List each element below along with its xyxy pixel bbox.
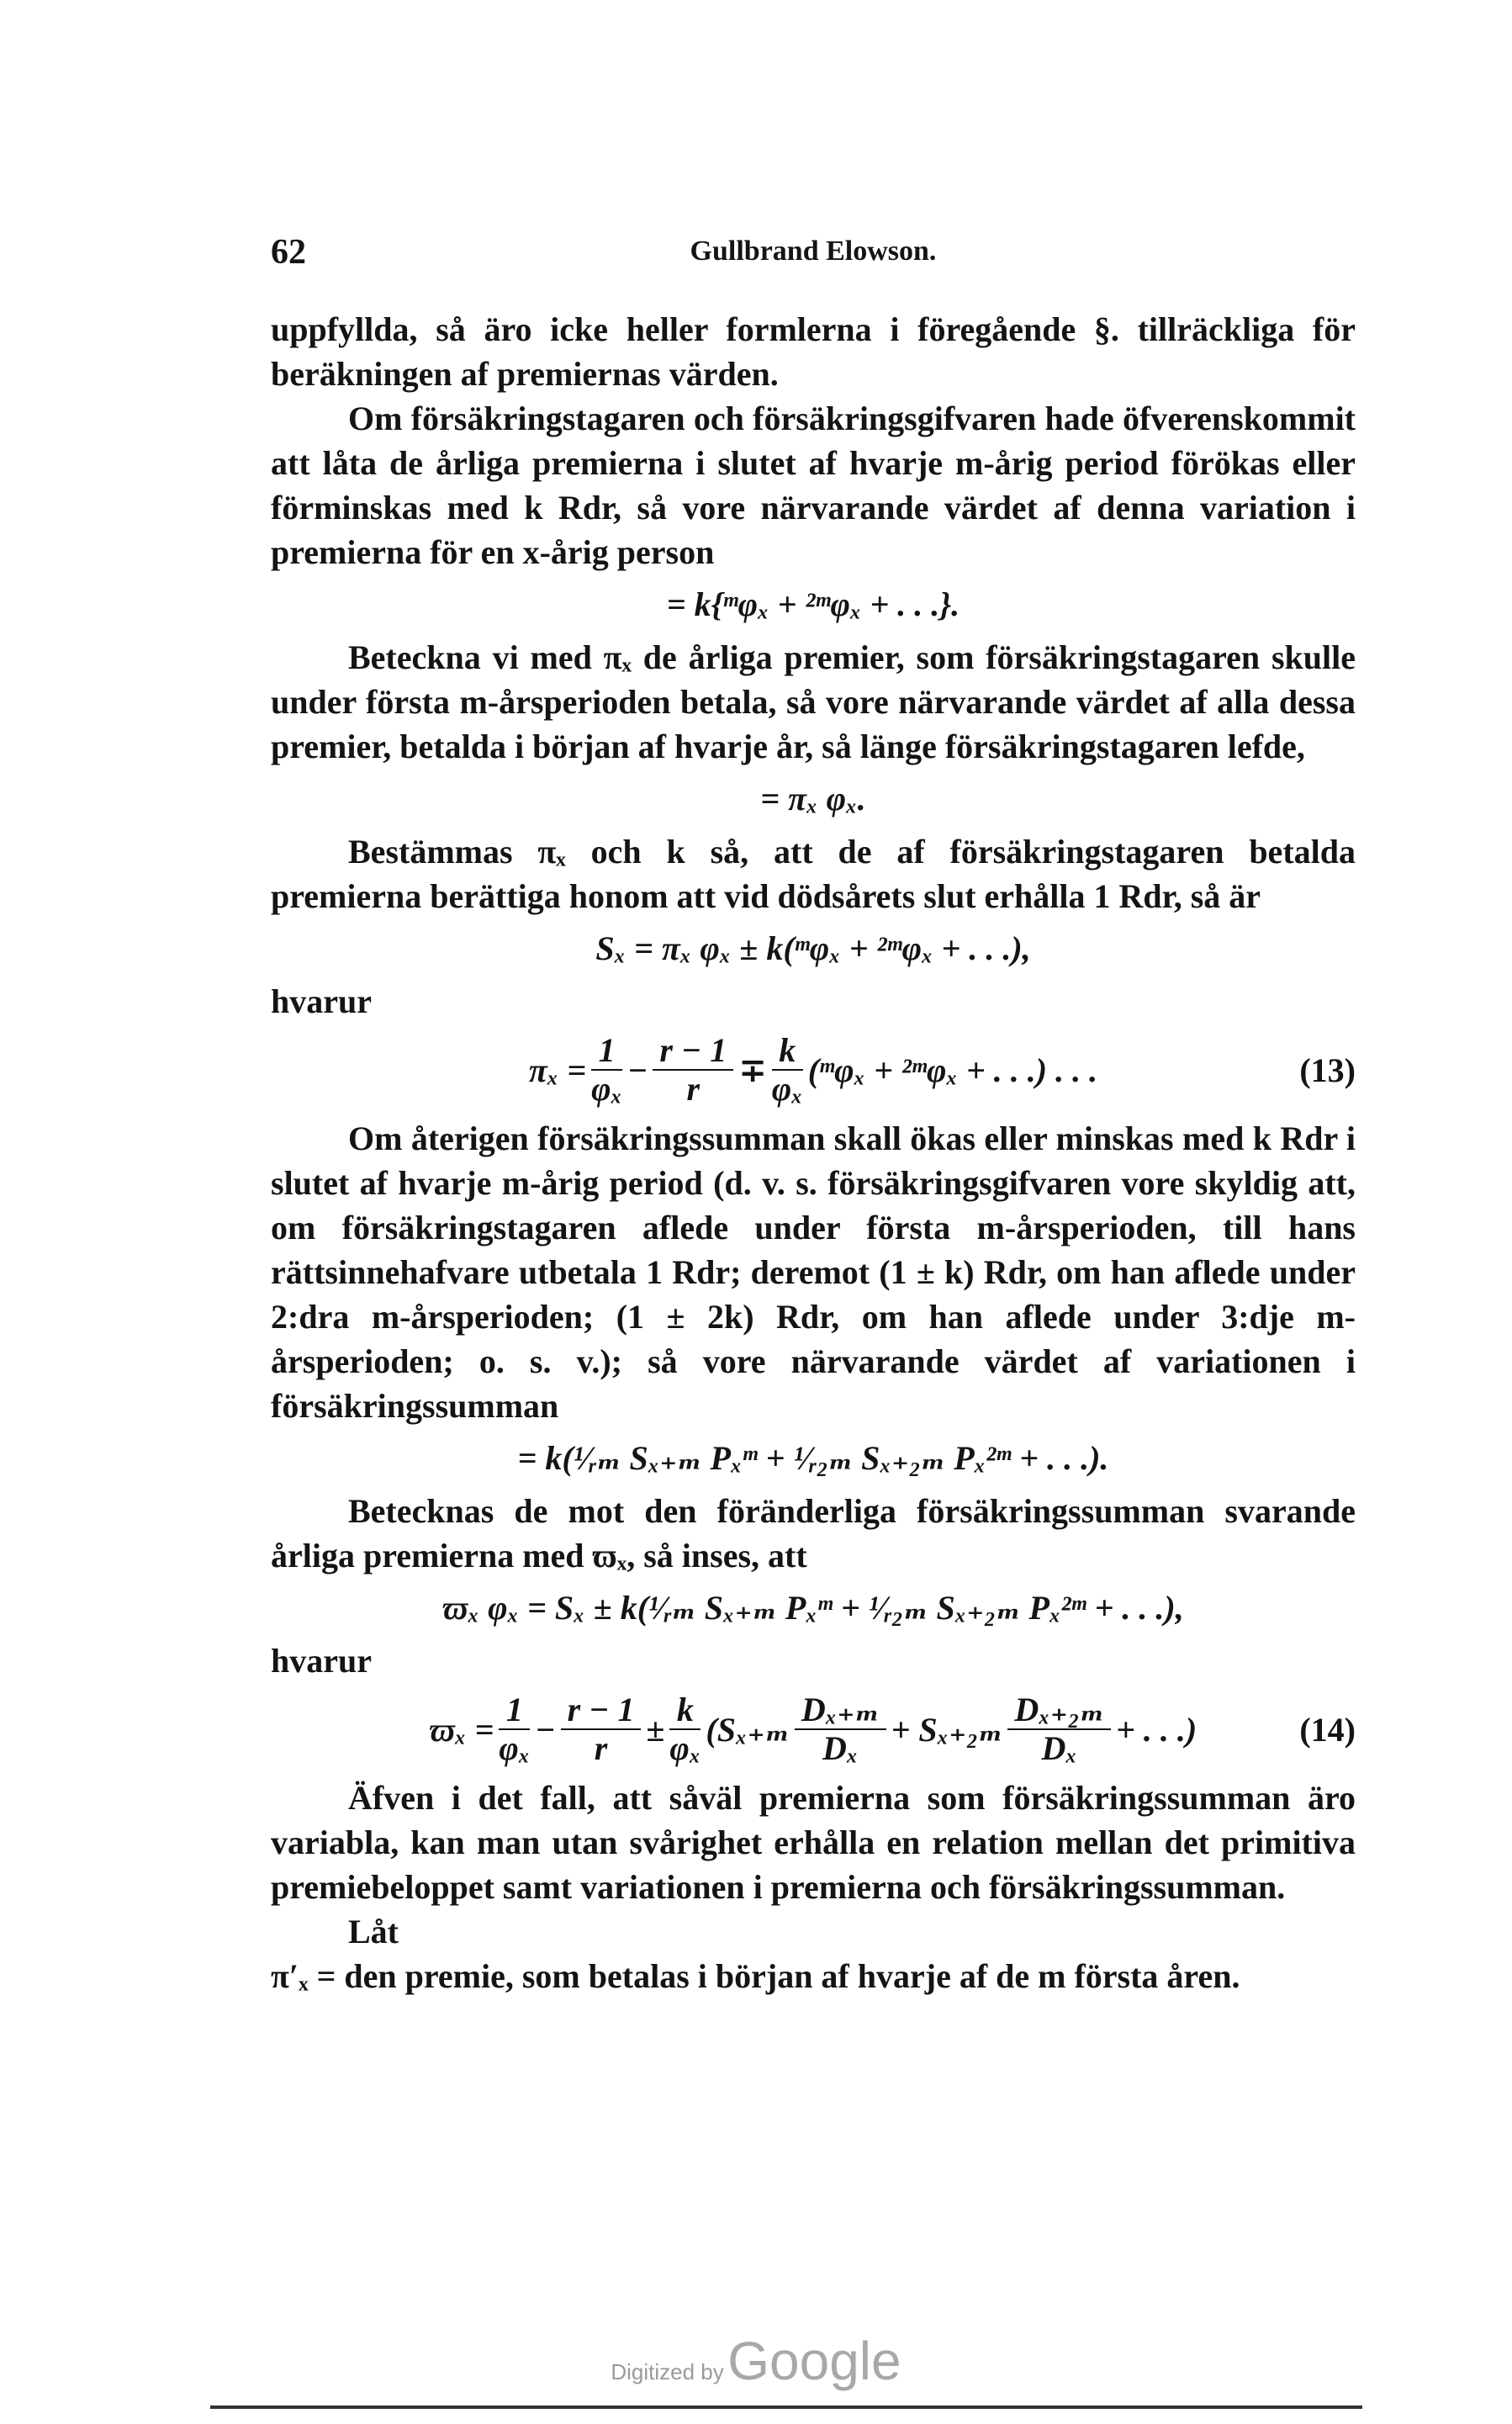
eq14-fraction-5 <box>1007 1691 1111 1767</box>
equation-2: = πₓ φₓ. <box>760 780 866 818</box>
eq14-minus: − <box>535 1710 556 1749</box>
watermark-prefix: Digitized by <box>611 2359 724 2384</box>
paragraph-8: Låt <box>348 1913 399 1950</box>
equation-14 <box>271 1691 1356 1767</box>
eq14-f2-den: r <box>594 1729 608 1767</box>
eq14-f3-den: φₓ <box>669 1729 701 1767</box>
eq14-pm: ± <box>646 1710 665 1749</box>
equation-1: = k{ᵐφₓ + ²ᵐφₓ + . . .}. <box>666 585 960 623</box>
hvarur-label-1: hvarur <box>271 982 372 1020</box>
paragraph-3: Beteckna vi med πₓ de årliga premier, som försäkringstagaren skulle under första m-årsperioden betala, så vore närvarande värdet af alla dessa premier, betalda i början af hvarje år, så länge försäkringstagaren lefde, <box>271 638 1356 765</box>
running-head: Gullbrand Elowson. <box>690 236 937 267</box>
eq14-f5-num: Dₓ₊₂ₘ <box>1007 1691 1111 1730</box>
eq13-f1-den: φₓ <box>591 1070 623 1108</box>
eq14-f3-num: k <box>669 1691 700 1730</box>
eq14-f1-num: 1 <box>499 1691 530 1730</box>
eq13-fraction-2 <box>653 1032 733 1108</box>
equation-number-13: (13) <box>1299 1051 1356 1089</box>
eq14-lhs: ϖₓ = <box>429 1710 494 1749</box>
equation-13 <box>271 1032 1356 1108</box>
paragraph-4: Bestämmas πₓ och k så, att de af försäkringstagaren betalda premierna berättiga honom att vid dödsårets slut erhålla 1 Rdr, så är <box>271 833 1356 915</box>
page-header <box>271 232 1356 274</box>
eq13-f3-den: φₓ <box>771 1070 803 1108</box>
eq14-f4-num: Dₓ₊ₘ <box>795 1691 886 1730</box>
eq14-fraction-3 <box>669 1691 700 1767</box>
paragraph-7: Äfven i det fall, att såväl premierna som försäkringssumman äro variabla, kan man utan svårighet erhålla en relation mellan det primitiva premiebeloppet samt variationen i premierna och försäkringssumman. <box>271 1779 1356 1906</box>
equation-4: = k(¹⁄ᵣₘ Sₓ₊ₘ Pₓᵐ + ¹⁄ᵣ₂ₘ Sₓ₊₂ₘ Pₓ²ᵐ + . . .). <box>517 1439 1109 1477</box>
equation-5: ϖₓ φₓ = Sₓ ± k(¹⁄ᵣₘ Sₓ₊ₘ Pₓᵐ + ¹⁄ᵣ₂ₘ Sₓ₊₂ₘ Pₓ²ᵐ + . . .), <box>442 1589 1184 1627</box>
paragraph-5: Om återigen försäkringssumman skall ökas eller minskas med k Rdr i slutet af hvarje m-årig period (d. v. s. försäkringsgifvaren vore skyldig att, om försäkringstagaren aflede under första m-årsperioden, till hans rättsinnehafvare utbetala 1 Rdr; deremot (1 ± k) Rdr, om han aflede under 2:dra m-årsperioden; (1 ± 2k) Rdr, om han aflede under 3:dje m-årsperioden; o. s. v.); så vore närvarande värdet af variationen i försäkringssumman <box>271 1119 1356 1425</box>
google-logo: Google <box>727 2331 901 2391</box>
paragraph-2: Om försäkringstagaren och försäkringsgifvaren hade öfverenskommit att låta de årliga premierna i slutet af hvarje m-årig period förökas eller förminskas med k Rdr, så vore närvarande värdet af denna variation i premierna för en x-årig person <box>271 400 1356 571</box>
bottom-rule <box>210 2405 1362 2409</box>
paragraph-9: π′ₓ = den premie, som betalas i början af hvarje af de m första åren. <box>271 1957 1240 1995</box>
eq13-tail: (ᵐφₓ + ²ᵐφₓ + . . .) . . . <box>807 1051 1098 1089</box>
hvarur-label-2: hvarur <box>271 1642 372 1680</box>
eq14-f5-den: Dₓ <box>1041 1729 1077 1767</box>
eq14-f4-den: Dₓ <box>822 1729 859 1767</box>
eq14-fraction-2 <box>561 1691 642 1767</box>
eq14-f2-num: r − 1 <box>561 1691 642 1730</box>
eq14-fraction-4 <box>795 1691 886 1767</box>
page-number: 62 <box>271 233 306 272</box>
eq13-f3-num: k <box>772 1032 803 1071</box>
eq14-mid: + Sₓ₊₂ₘ <box>891 1710 1003 1749</box>
eq14-fraction-1 <box>499 1691 530 1767</box>
body-text <box>271 307 1356 1998</box>
eq14-open: (Sₓ₊ₘ <box>706 1710 790 1749</box>
eq13-f1-num: 1 <box>591 1032 622 1071</box>
eq13-minus: − <box>627 1051 648 1089</box>
digitized-watermark <box>0 2330 1512 2392</box>
eq13-fraction-1 <box>591 1032 622 1108</box>
eq14-f1-den: φₓ <box>499 1729 531 1767</box>
paragraph-6: Betecknas de mot den föränderliga försäkringssumman svarande årliga premierna med ϖₓ, så inses, att <box>271 1492 1356 1575</box>
eq13-f2-num: r − 1 <box>653 1032 733 1071</box>
eq13-f2-den: r <box>686 1070 700 1108</box>
eq13-fraction-3 <box>772 1032 803 1108</box>
eq13-pm: ∓ <box>738 1051 767 1089</box>
paragraph-1: uppfyllda, så äro icke heller formlerna i föregående §. tillräckliga för beräkningen af premiernas värden. <box>271 310 1356 393</box>
equation-number-14: (14) <box>1299 1710 1356 1749</box>
eq13-lhs: πₓ = <box>528 1051 587 1089</box>
equation-3: Sₓ = πₓ φₓ ± k(ᵐφₓ + ²ᵐφₓ + . . .), <box>595 929 1031 967</box>
eq14-close: + . . .) <box>1116 1710 1197 1749</box>
